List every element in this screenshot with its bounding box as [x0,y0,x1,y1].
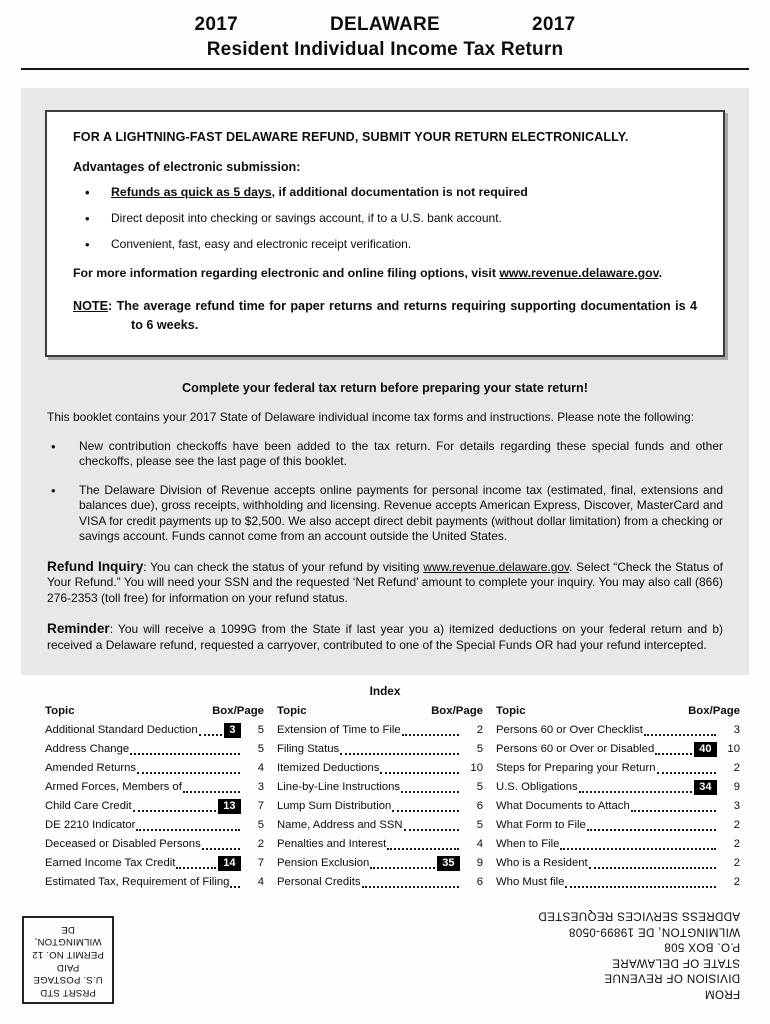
index-row [496,721,740,740]
return-address-block [538,908,740,1002]
index-row [45,835,264,854]
index-row [277,797,483,816]
bullet-icon [85,185,111,201]
index-topic: Additional Standard Deduction [45,724,198,737]
postage-line: U.S. POSTAGE [33,974,103,986]
address-line: ADDRESS SERVICES REQUESTED [537,910,740,924]
refund-inquiry-label: Refund Inquiry [47,558,144,574]
index-page: 3 [733,800,740,813]
index-title: Index [369,684,401,699]
page-header [0,0,770,70]
index-column-header: Topic Box/Page [45,705,264,718]
index-box-badge: 40 [694,742,717,757]
index-box-badge: 35 [437,856,460,871]
page-title [0,14,770,36]
dot-leader [404,829,459,831]
revenue-delaware-link-2[interactable]: www.revenue.delaware.gov [423,559,570,574]
index-column-2 [277,702,483,892]
index-page: 6 [476,800,483,813]
dot-leader [589,867,716,869]
dot-leader [631,810,716,812]
dot-leader [644,734,716,736]
reminder-label: Reminder [47,620,110,636]
gray-panel [21,88,749,675]
index-topic: DE 2210 Indicator [45,819,136,832]
index-topic: When to File [496,838,560,851]
dot-leader [136,829,240,831]
index-topic: Amended Returns [45,762,137,775]
index-page: 5 [257,819,264,832]
index-page: 2 [733,762,740,775]
index-page: 6 [476,876,483,889]
intro-bullet-payments: • The Delaware Division of Revenue accepts online payments for personal income tax (estimated, final, extensions and balances due), gross receipts, withholding and licensing. Revenue accepts American Express, Discover, MasterCard and VISA for credit payments up to $2,500. We also accept direct debit payments (without dollar limitation) from a checking or savings account. Funds cannot come from an account outside the United States. [51,483,723,545]
efile-info-box [45,110,725,357]
dot-leader [370,867,434,869]
index-topic: Line-by-Line Instructions [277,781,401,794]
index-topic: Name, Address and SSN [277,819,403,832]
dot-leader [402,734,459,736]
index-page: 2 [476,724,483,737]
index-page: 2 [257,838,264,851]
index-page: 4 [257,762,264,775]
index-topic: Itemized Deductions [277,762,380,775]
index-page: 10 [470,762,483,775]
index-topic: Estimated Tax, Requirement of Filing [45,876,230,889]
index-page: 5 [257,724,264,737]
dot-leader [560,848,716,850]
index-column-header: Topic Box/Page [496,705,740,718]
index-topic: Who Must file [496,876,565,889]
index-topic: Penalties and Interest [277,838,387,851]
index-page: 2 [733,819,740,832]
dot-leader [183,791,240,793]
bullet-icon [51,439,79,470]
dot-leader [657,772,717,774]
index-page: 4 [257,876,264,889]
dot-leader [202,848,240,850]
address-line: P.O. BOX 508 [663,941,740,955]
dot-leader [655,753,692,755]
index-row [45,721,264,740]
note-paragraph: NOTE: The average refund time for paper returns and returns requiring supporting documentation is 4 to 6 weeks. [73,299,697,332]
index-box-badge: 13 [218,799,241,814]
refund-inquiry-paragraph: Refund Inquiry: You can check the status of your refund by visiting www.revenue.delaware.gov. Select “Check the Status of Your Refund.” You will need your SSN and the requested ‘Net Refund’ amount to complete your inquiry. You may also call (866) 276-2353 (toll free) for information on your refund status. [47,558,723,606]
index-page: 3 [733,724,740,737]
index-page: 2 [733,857,740,870]
postage-line: WILMINGTON, [34,936,102,948]
index-topic: Who is a Resident [496,857,588,870]
index-row [496,816,740,835]
address-line: STATE OF DELAWARE [611,956,740,970]
index-topic: Persons 60 or Over Checklist [496,724,643,737]
index-page: 5 [257,743,264,756]
address-line: FROM [704,988,740,1002]
index-row [496,759,740,778]
index-topic: Pension Exclusion [277,857,370,870]
dot-leader [565,886,716,888]
index-row [277,835,483,854]
dot-leader [380,772,459,774]
address-line: WILMINGTON, DE 19899-0508 [568,925,740,939]
index-row [496,873,740,892]
postage-permit-box [22,916,114,1004]
index-row [277,740,483,759]
index-topic: Steps for Preparing your Return [496,762,656,775]
bullet-icon [85,237,111,253]
index-topic: Personal Credits [277,876,361,889]
intro-bullet-checkoffs: • New contribution checkoffs have been added to the tax return. For details regarding these special funds and other checkoffs, please see the last page of this booklet. [51,439,723,470]
title-state: DELAWARE [329,14,441,35]
index-topic: Lump Sum Distribution [277,800,392,813]
bullet-icon [85,211,111,227]
index-page: 5 [476,819,483,832]
postage-line: PRSRT STD [40,987,96,999]
index-row [45,778,264,797]
index-row [45,873,264,892]
efile-heading: FOR A LIGHTNING-FAST DELAWARE REFUND, SUBMIT YOUR RETURN ELECTRONICALLY. [73,130,629,144]
index-row [277,873,483,892]
intro-heading: Complete your federal tax return before preparing your state return! [182,381,588,395]
reminder-paragraph: Reminder: You will receive a 1099G from the State if last year you a) itemized deductions on your federal return and b) received a Delaware refund, requested a carryover, contributed to one of the Special Funds OR had your refund intercepted. [47,620,723,652]
efile-bullet-convenient: • Convenient, fast, easy and electronic receipt verification. [85,237,697,253]
index-row [277,854,483,873]
index-page: 10 [727,743,740,756]
dot-leader [587,829,716,831]
index-row [496,797,740,816]
index-page: 7 [257,800,264,813]
revenue-delaware-link[interactable]: www.revenue.delaware.gov [499,266,659,280]
index-page: 9 [476,857,483,870]
dot-leader [230,886,240,888]
index-page: 4 [476,838,483,851]
index-page: 5 [476,743,483,756]
index-section [0,684,770,892]
dot-leader [340,753,459,755]
dot-leader [137,772,240,774]
index-row [45,816,264,835]
index-topic: Address Change [45,743,130,756]
dot-leader [392,810,459,812]
index-box-badge: 3 [224,723,241,738]
page-subtitle: Resident Individual Income Tax Return [206,39,564,60]
index-column-1 [45,702,264,892]
bullet-icon [51,483,79,545]
efile-bullet-direct-deposit: • Direct deposit into checking or savings account, if to a U.S. bank account. [85,211,697,227]
index-topic: What Documents to Attach [496,800,630,813]
index-topic: Persons 60 or Over or Disabled [496,743,655,756]
index-topic: Extension of Time to File [277,724,401,737]
index-row [277,778,483,797]
dot-leader [176,867,215,869]
index-row [45,740,264,759]
dot-leader [362,886,459,888]
index-row [277,816,483,835]
mailing-footer [0,904,770,1024]
efile-bullet-refunds [85,185,697,201]
dot-leader [387,848,459,850]
index-page: 7 [257,857,264,870]
note-label: NOTE [73,299,108,313]
index-column-header: Topic Box/Page [277,705,483,718]
index-row [496,740,740,759]
index-row [45,854,264,873]
index-row [45,797,264,816]
index-topic: What Form to File [496,819,586,832]
advantages-heading: Advantages of electronic submission: [73,160,301,174]
index-box-badge: 14 [218,856,241,871]
index-topic: Child Care Credit [45,800,132,813]
index-column-3 [496,702,740,892]
index-row [496,835,740,854]
postage-line: DE [61,924,75,936]
dot-leader [130,753,240,755]
postage-line: PAID [56,962,80,974]
address-line: DIVISION OF REVENUE [603,972,740,986]
index-row [45,759,264,778]
index-row [496,778,740,797]
index-topic: Deceased or Disabled Persons [45,838,201,851]
dot-leader [401,791,459,793]
more-info-line: For more information regarding electronic and online filing options, visit www.revenue.delaware.gov. [73,266,662,280]
dot-leader [579,791,692,793]
intro-lead: This booklet contains your 2017 State of Delaware individual income tax forms and instructions. Please note the following: [47,410,695,424]
index-topic: Filing Status [277,743,340,756]
index-box-badge: 34 [694,780,717,795]
dot-leader [133,810,216,812]
index-topic: U.S. Obligations [496,781,578,794]
index-page: 2 [733,838,740,851]
index-page: 3 [257,781,264,794]
title-year-right: 2017 [532,14,576,35]
index-page: 2 [733,876,740,889]
dot-leader [199,734,222,736]
index-page: 5 [476,781,483,794]
index-row [496,854,740,873]
title-year-left: 2017 [194,14,238,35]
efile-bullet-refunds-text: Refunds as quick as 5 days, if additional documentation is not required [111,185,528,199]
index-row [277,759,483,778]
index-topic: Earned Income Tax Credit [45,857,176,870]
index-topic: Armed Forces, Members of [45,781,182,794]
index-row [277,721,483,740]
index-columns [45,702,740,892]
header-rule [21,68,749,70]
postage-line: PERMIT NO. 12 [32,949,104,961]
index-page: 9 [733,781,740,794]
